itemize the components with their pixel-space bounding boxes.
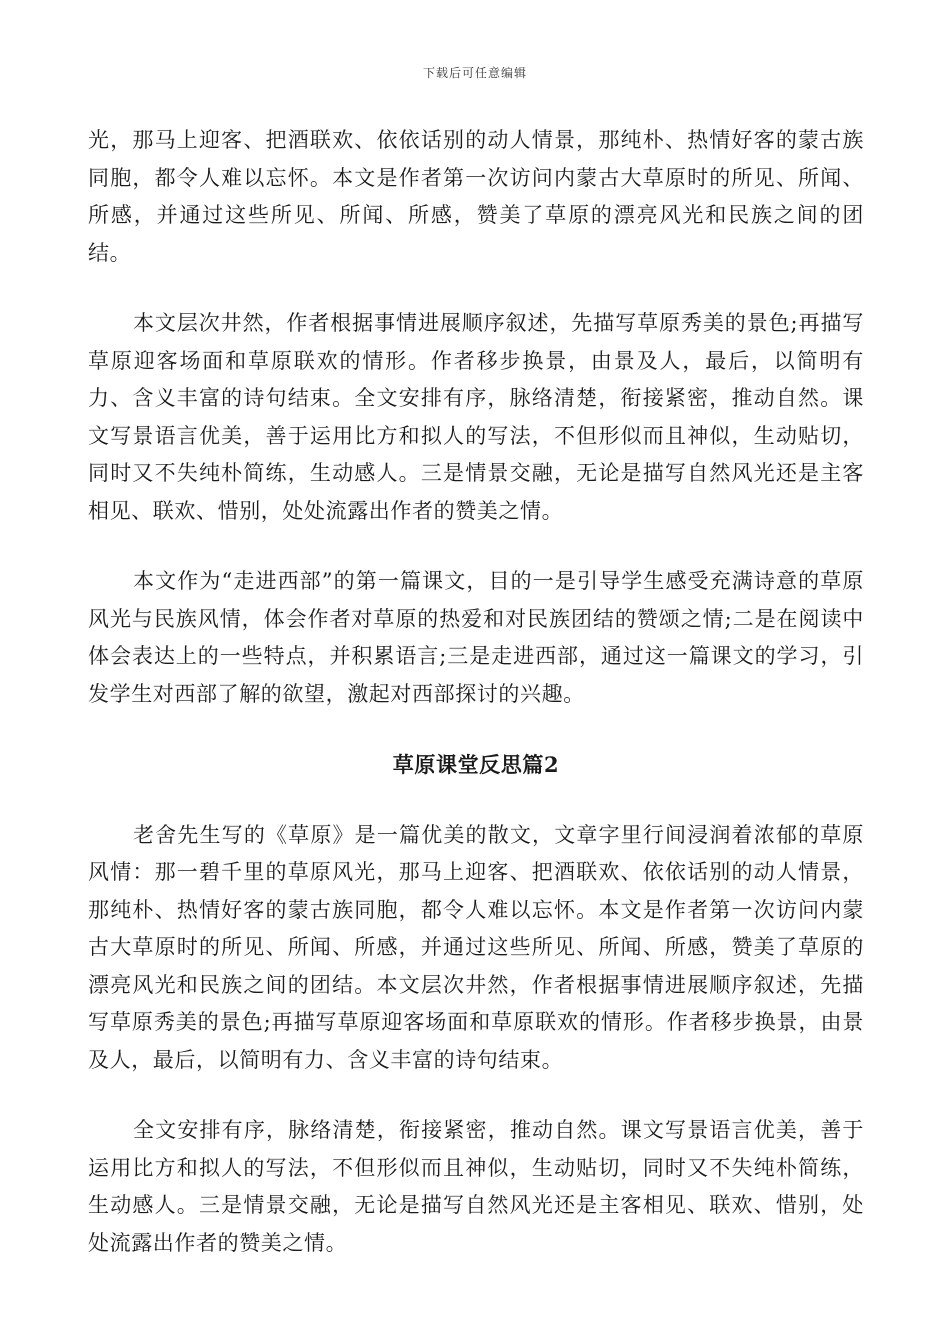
paragraph-continued: 光，那马上迎客、把酒联欢、依依话别的动人情景，那纯朴、热情好客的蒙古族同胞，都令人难以忘怀。本文是作者第一次访问内蒙古大草原时的所见、所闻、所感，并通过这些所见、所闻、所感，赞美了草原的漂亮风光和民族之间的团结。 bbox=[88, 128, 864, 265]
page-header-note: 下载后可任意编辑 bbox=[422, 66, 527, 80]
section-heading: 草原课堂反思篇2 bbox=[392, 752, 560, 777]
paragraph-structure: 本文层次井然，作者根据事情进展顺序叙述，先描写草原秀美的景色;再描写草原迎客场面和草原联欢的情形。作者移步换景，由景及人，最后，以简明有力、含义丰富的诗句结束。全文安排有序，脉络清楚，衔接紧密，推动自然。课文写景语言优美，善于运用比方和拟人的写法，不但形似而且神似，生动贴切，同时又不失纯朴简练，生动感人。三是情景交融，无论是描写自然风光还是主客相见、联欢、惜别，处处流露出作者的赞美之情。 bbox=[88, 311, 864, 523]
document-body bbox=[88, 122, 864, 1295]
paragraph-intro: 老舍先生写的《草原》是一篇优美的散文，文章字里行间浸润着浓郁的草原风情：那一碧千里的草原风光，那马上迎客、把酒联欢、依依话别的动人情景，那纯朴、热情好客的蒙古族同胞，都令人难以忘怀。本文是作者第一次访问内蒙古大草原时的所见、所闻、所感，并通过这些所见、所闻、所感，赞美了草原的漂亮风光和民族之间的团结。本文层次井然，作者根据事情进展顺序叙述，先描写草原秀美的景色;再描写草原迎客场面和草原联欢的情形。作者移步换景，由景及人，最后，以简明有力、含义丰富的诗句结束。 bbox=[88, 822, 864, 1072]
paragraph-goals: 本文作为“走进西部”的第一篇课文，目的一是引导学生感受充满诗意的草原风光与民族风情，体会作者对草原的热爱和对民族团结的赞颂之情;二是在阅读中体会表达上的一些特点，并积累语言;三是走进西部，通过这一篇课文的学习，引发学生对西部了解的欲望，激起对西部探讨的兴趣。 bbox=[88, 569, 864, 706]
paragraph-summary: 全文安排有序，脉络清楚，衔接紧密，推动自然。课文写景语言优美，善于运用比方和拟人的写法，不但形似而且神似，生动贴切，同时又不失纯朴简练，生动感人。三是情景交融，无论是描写自然风光还是主客相见、联欢、惜别，处处流露出作者的赞美之情。 bbox=[88, 1118, 864, 1255]
